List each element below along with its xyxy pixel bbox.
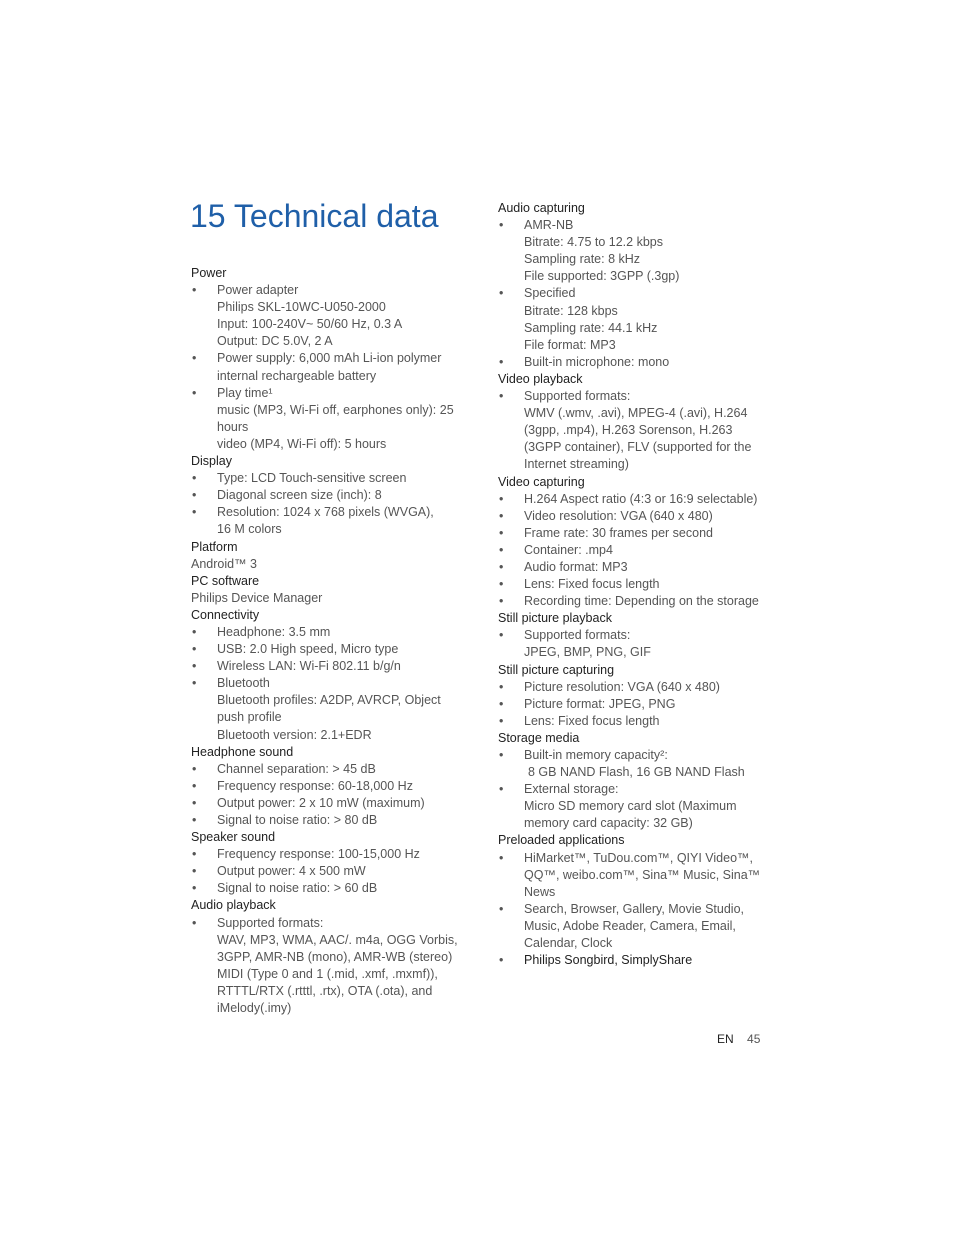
- spec-line: Frequency response: 100-15,000 Hz: [217, 847, 420, 862]
- right-column: [498, 200, 773, 969]
- section-heading: Preloaded applications: [498, 833, 625, 848]
- spec-line: Power supply: 6,000 mAh Li-ion polymer: [217, 351, 442, 366]
- spec-list: [191, 915, 466, 1018]
- spec-line: Container: .mp4: [524, 542, 613, 557]
- spec-list-item: [191, 778, 466, 795]
- page-title: 15 Technical data: [190, 198, 439, 234]
- spec-line: 16 M colors: [217, 522, 282, 537]
- spec-line: USB: 2.0 High speed, Micro type: [217, 642, 399, 657]
- bullet-icon: •: [192, 351, 197, 366]
- spec-list-item: [498, 781, 773, 832]
- spec-line: Sampling rate: 44.1 kHz: [524, 320, 658, 335]
- spec-line: Sampling rate: 8 kHz: [524, 252, 641, 267]
- spec-line: Lens: Fixed focus length: [524, 713, 660, 728]
- spec-list: [191, 846, 466, 897]
- bullet-icon: •: [499, 508, 504, 523]
- spec-line: Play time¹: [217, 385, 273, 400]
- spec-line: Output: DC 5.0V, 2 A: [217, 334, 333, 349]
- spec-section: [498, 730, 773, 833]
- bullet-icon: •: [192, 385, 197, 400]
- spec-line: Power adapter: [217, 283, 299, 298]
- language-code: EN: [717, 1032, 734, 1046]
- section-heading: Connectivity: [191, 607, 260, 622]
- bullet-icon: •: [192, 283, 197, 298]
- spec-line: iMelody(.imy): [217, 1001, 292, 1016]
- spec-list-item: [498, 696, 773, 713]
- spec-line: QQ™, weibo.com™, Sina™ Music, Sina™: [524, 867, 761, 882]
- section-value: Philips Device Manager: [191, 590, 323, 605]
- spec-list-item: [191, 795, 466, 812]
- spec-list-item: [191, 846, 466, 863]
- spec-list-item: [191, 812, 466, 829]
- bullet-icon: •: [499, 850, 504, 865]
- bullet-icon: •: [192, 864, 197, 879]
- spec-section: [498, 474, 773, 611]
- bullet-icon: •: [499, 389, 504, 404]
- bullet-icon: •: [192, 624, 197, 639]
- spec-line: Lens: Fixed focus length: [524, 577, 660, 592]
- spec-list-item: [498, 559, 773, 576]
- bullet-icon: •: [499, 953, 504, 968]
- spec-list-item: [191, 504, 466, 538]
- spec-line: Calendar, Clock: [524, 936, 613, 951]
- bullet-icon: •: [499, 286, 504, 301]
- spec-line: Specified: [524, 286, 576, 301]
- spec-list-item: [191, 624, 466, 641]
- bullet-icon: •: [499, 491, 504, 506]
- spec-list-item: [498, 747, 773, 781]
- spec-list-item: [191, 658, 466, 675]
- bullet-icon: •: [499, 525, 504, 540]
- spec-line: Philips SKL-10WC-U050-2000: [217, 300, 386, 315]
- spec-list-item: [498, 901, 773, 952]
- spec-list-item: [498, 952, 773, 969]
- spec-list: [191, 470, 466, 538]
- bullet-icon: •: [499, 542, 504, 557]
- spec-line: JPEG, BMP, PNG, GIF: [524, 645, 651, 660]
- spec-line: External storage:: [524, 782, 619, 797]
- section-heading: Storage media: [498, 730, 580, 745]
- bullet-icon: •: [192, 642, 197, 657]
- spec-section: [191, 265, 466, 453]
- spec-line: Built-in memory capacity²:: [524, 748, 668, 762]
- bullet-icon: •: [192, 813, 197, 827]
- bullet-icon: •: [499, 594, 504, 609]
- spec-line: Wireless LAN: Wi-Fi 802.11 b/g/n: [217, 659, 401, 674]
- spec-section: [498, 832, 773, 969]
- section-heading: Audio capturing: [498, 201, 585, 215]
- spec-line: Video resolution: VGA (640 x 480): [524, 508, 713, 523]
- spec-list-item: [498, 627, 773, 661]
- bullet-icon: •: [192, 505, 197, 520]
- spec-line: (3gpp, .mp4), H.263 Sorenson, H.263: [524, 423, 733, 438]
- spec-list-item: [498, 576, 773, 593]
- spec-line: HiMarket™, TuDou.com™, QIYI Video™,: [524, 850, 754, 865]
- spec-section: [191, 573, 466, 607]
- spec-line: Signal to noise ratio: > 80 dB: [217, 813, 378, 827]
- spec-list-item: [498, 850, 773, 901]
- spec-line: Input: 100-240V~ 50/60 Hz, 0.3 A: [217, 317, 403, 332]
- bullet-icon: •: [192, 488, 197, 503]
- spec-list-item: [191, 487, 466, 504]
- spec-line: Recording time: Depending on the storage: [524, 594, 759, 609]
- spec-list-item: [191, 675, 466, 743]
- spec-line: Frame rate: 30 frames per second: [524, 525, 713, 540]
- spec-list: [498, 491, 773, 611]
- spec-line: H.264 Aspect ratio (4:3 or 16:9 selectable): [524, 491, 758, 506]
- spec-list-item: [498, 491, 773, 508]
- spec-line: File format: MP3: [524, 337, 616, 352]
- spec-line: Bluetooth version: 2.1+EDR: [217, 727, 372, 742]
- bullet-icon: •: [192, 676, 197, 691]
- section-heading: Still picture capturing: [498, 662, 615, 677]
- spec-list-item: [191, 641, 466, 658]
- bullet-icon: •: [499, 782, 504, 797]
- spec-line: 3GPP, AMR-NB (mono), AMR-WB (stereo): [217, 949, 453, 964]
- spec-line: Philips Songbird, SimplyShare: [524, 953, 693, 968]
- section-heading: Display: [191, 454, 232, 469]
- spec-section: [191, 453, 466, 538]
- bullet-icon: •: [192, 881, 197, 896]
- spec-line: video (MP4, Wi-Fi off): 5 hours: [217, 436, 387, 451]
- spec-list-item: [498, 508, 773, 525]
- page-footer: [717, 1031, 760, 1048]
- spec-line: hours: [217, 419, 249, 434]
- spec-line: Bitrate: 128 kbps: [524, 303, 618, 318]
- spec-line: Diagonal screen size (inch): 8: [217, 488, 382, 503]
- section-heading: PC software: [191, 573, 260, 588]
- spec-line: Search, Browser, Gallery, Movie Studio,: [524, 901, 744, 916]
- section-heading: Speaker sound: [191, 830, 276, 845]
- spec-section: [191, 539, 466, 573]
- spec-line: (3GPP container), FLV (supported for the: [524, 440, 752, 455]
- spec-list-item: [498, 679, 773, 696]
- spec-line: Output power: 4 x 500 mW: [217, 864, 366, 879]
- spec-list: [191, 761, 466, 829]
- spec-line: music (MP3, Wi-Fi off, earphones only): 25: [217, 402, 454, 417]
- spec-list: [498, 679, 773, 730]
- spec-list: [498, 850, 773, 970]
- left-column: [191, 265, 466, 1017]
- spec-line: Picture resolution: VGA (640 x 480): [524, 679, 720, 694]
- spec-list-item: [498, 713, 773, 730]
- spec-section: [498, 662, 773, 730]
- spec-list-item: [191, 470, 466, 487]
- section-heading: Platform: [191, 539, 238, 554]
- bullet-icon: •: [499, 679, 504, 694]
- spec-line: Type: LCD Touch-sensitive screen: [217, 471, 407, 486]
- bullet-icon: •: [499, 748, 504, 762]
- spec-list-item: [498, 354, 773, 371]
- spec-line: Audio format: MP3: [524, 559, 628, 574]
- spec-line: Micro SD memory card slot (Maximum: [524, 799, 737, 814]
- bullet-icon: •: [192, 778, 197, 793]
- section-heading: Power: [191, 266, 227, 280]
- spec-list: [498, 627, 773, 661]
- bullet-icon: •: [499, 696, 504, 711]
- spec-section: [498, 371, 773, 474]
- spec-line: WMV (.wmv, .avi), MPEG-4 (.avi), H.264: [524, 406, 748, 421]
- spec-list-item: [191, 282, 466, 350]
- spec-section: [498, 610, 773, 661]
- spec-line: Channel separation: > 45 dB: [217, 761, 376, 776]
- spec-line: Internet streaming): [524, 457, 629, 472]
- spec-line: Signal to noise ratio: > 60 dB: [217, 881, 378, 896]
- bullet-icon: •: [192, 847, 197, 862]
- spec-list-item: [498, 388, 773, 473]
- section-heading: Audio playback: [191, 898, 276, 913]
- spec-line: Built-in microphone: mono: [524, 354, 670, 369]
- spec-line: Supported formats:: [217, 915, 324, 930]
- spec-line: WAV, MP3, WMA, AAC/. m4a, OGG Vorbis,: [217, 932, 458, 947]
- spec-line: Supported formats:: [524, 389, 631, 404]
- spec-list-item: [191, 350, 466, 384]
- spec-list: [191, 624, 466, 744]
- spec-list: [191, 282, 466, 453]
- spec-line: Bitrate: 4.75 to 12.2 kbps: [524, 235, 663, 250]
- bullet-icon: •: [499, 354, 504, 369]
- spec-line: File supported: 3GPP (.3gp): [524, 269, 680, 284]
- spec-list-item: [191, 385, 466, 453]
- spec-list-item: [498, 217, 773, 285]
- spec-line: push profile: [217, 710, 282, 725]
- section-heading: Video playback: [498, 371, 583, 386]
- spec-list: [498, 388, 773, 473]
- spec-line: AMR-NB: [524, 218, 574, 233]
- spec-line: memory card capacity: 32 GB): [524, 816, 693, 831]
- spec-line: Bluetooth profiles: A2DP, AVRCP, Object: [217, 693, 441, 708]
- spec-section: [191, 607, 466, 744]
- spec-line: RTTTL/RTX (.rtttl, .rtx), OTA (.ota), and: [217, 983, 433, 998]
- page-number: 45: [747, 1032, 761, 1046]
- bullet-icon: •: [192, 761, 197, 776]
- spec-list: [498, 217, 773, 371]
- bullet-icon: •: [499, 577, 504, 592]
- spec-line: 8 GB NAND Flash, 16 GB NAND Flash: [528, 765, 745, 780]
- spec-list-item: [498, 285, 773, 353]
- spec-line: Bluetooth: [217, 676, 270, 691]
- spec-list-item: [191, 880, 466, 897]
- section-heading: Headphone sound: [191, 744, 294, 759]
- bullet-icon: •: [192, 471, 197, 486]
- spec-list-item: [191, 915, 466, 1018]
- bullet-icon: •: [499, 901, 504, 916]
- bullet-icon: •: [499, 218, 504, 233]
- spec-line: Output power: 2 x 10 mW (maximum): [217, 795, 425, 810]
- bullet-icon: •: [192, 659, 197, 674]
- spec-section: [191, 897, 466, 1017]
- bullet-icon: •: [192, 795, 197, 810]
- bullet-icon: •: [499, 713, 504, 728]
- spec-section: [191, 829, 466, 897]
- spec-line: Picture format: JPEG, PNG: [524, 696, 676, 711]
- section-value: Android™ 3: [191, 556, 258, 571]
- spec-section: [191, 744, 466, 829]
- spec-line: MIDI (Type 0 and 1 (.mid, .xmf, .mxmf)),: [217, 966, 438, 981]
- spec-line: internal rechargeable battery: [217, 368, 377, 383]
- spec-line: Headphone: 3.5 mm: [217, 624, 331, 639]
- spec-list: [498, 747, 773, 832]
- spec-list-item: [498, 525, 773, 542]
- spec-list-item: [498, 542, 773, 559]
- spec-line: Supported formats:: [524, 628, 631, 643]
- section-heading: Video capturing: [498, 474, 585, 489]
- bullet-icon: •: [499, 559, 504, 574]
- bullet-icon: •: [499, 628, 504, 643]
- spec-list-item: [191, 761, 466, 778]
- spec-line: News: [524, 884, 556, 899]
- spec-line: Resolution: 1024 x 768 pixels (WVGA),: [217, 505, 434, 520]
- bullet-icon: •: [192, 915, 197, 930]
- spec-section: [498, 200, 773, 371]
- section-heading: Still picture playback: [498, 611, 612, 626]
- spec-list-item: [498, 593, 773, 610]
- spec-list-item: [191, 863, 466, 880]
- spec-line: Frequency response: 60-18,000 Hz: [217, 778, 413, 793]
- spec-line: Music, Adobe Reader, Camera, Email,: [524, 918, 736, 933]
